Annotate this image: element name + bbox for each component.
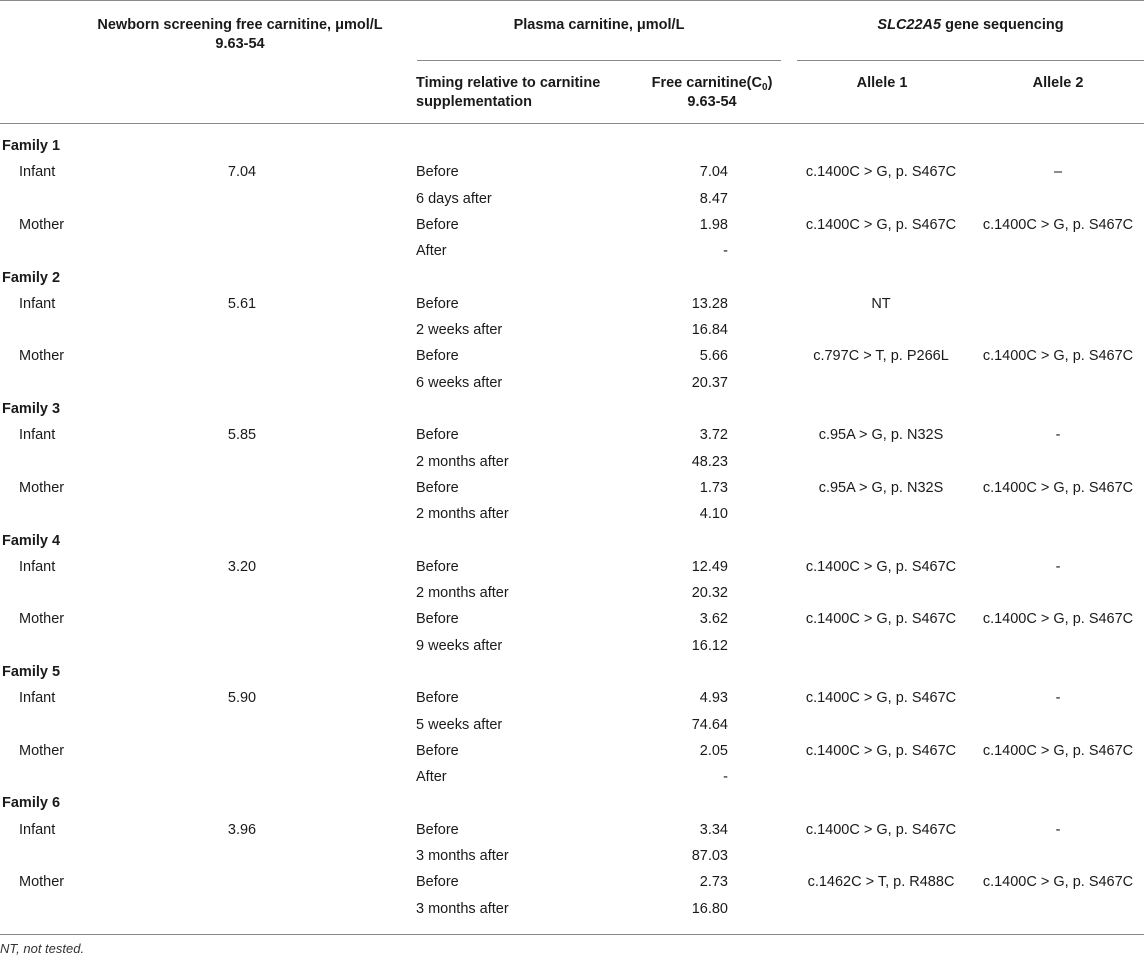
table-bottom-rule [0,934,1144,935]
free-carnitine-cell: 3.62 [699,611,728,627]
free-carnitine-cell: 12.49 [691,559,728,575]
timing-cell: 2 months after [416,585,509,601]
timing-cell: 3 months after [416,901,509,917]
family-label: Family 6 [2,795,61,811]
allele2-cell: c.1400C > G, p. S467C [982,348,1134,364]
timing-cell: Before [416,743,459,759]
free-carnitine-cell: - [723,243,728,259]
timing-cell: Before [416,348,459,364]
free-carnitine-cell: 48.23 [691,454,728,470]
subject-cell: Mother [19,874,65,890]
allele2-cell: c.1400C > G, p. S467C [982,743,1134,759]
allele2-cell: – [1053,164,1063,180]
allele2-cell: - [1055,822,1061,838]
timing-cell: Before [416,611,459,627]
subject-cell: Mother [19,348,65,364]
allele1-cell: c.797C > T, p. P266L [813,348,949,364]
newborn-value-cell: 3.20 [227,559,257,575]
family-label: Family 2 [2,270,61,286]
free-carnitine-cell: 4.10 [699,506,728,522]
plasma-subrule [417,60,781,61]
family-label: Family 5 [2,664,61,680]
allele1-cell: c.95A > G, p. N32S [818,480,944,496]
top-rule [0,0,1144,1]
subject-cell: Infant [19,690,56,706]
header-bottom-rule [0,123,1144,124]
free-carnitine-cell: 20.32 [691,585,728,601]
subject-cell: Infant [19,822,56,838]
timing-cell: 6 days after [416,191,492,207]
plasma-header: Plasma carnitine, μmol/L [513,17,685,33]
timing-header: Timing relative to carnitine supplementation [416,75,601,110]
allele1-cell: c.1400C > G, p. S467C [805,611,957,627]
allele1-cell: NT [871,296,891,312]
free-carnitine-cell: 16.84 [691,322,728,338]
newborn-value-cell: 3.96 [227,822,257,838]
allele1-cell: c.1400C > G, p. S467C [805,164,957,180]
newborn-header [80,16,400,54]
allele2-cell: c.1400C > G, p. S467C [982,217,1134,233]
allele2-cell: - [1055,559,1061,575]
timing-cell: After [416,769,447,785]
allele2-header: Allele 2 [1032,75,1084,91]
footnote: NT, not tested. [0,941,85,956]
allele2-cell: c.1400C > G, p. S467C [982,611,1134,627]
family-label: Family 3 [2,401,61,417]
allele2-cell: c.1400C > G, p. S467C [982,874,1134,890]
subject-cell: Infant [19,427,56,443]
newborn-value-cell: 5.61 [227,296,257,312]
allele2-cell: c.1400C > G, p. S467C [982,480,1134,496]
free-carnitine-cell: 16.12 [691,638,728,654]
allele1-cell: c.95A > G, p. N32S [818,427,944,443]
timing-cell: 3 months after [416,848,509,864]
allele1-cell: c.1400C > G, p. S467C [805,743,957,759]
free-carnitine-cell: 3.34 [699,822,728,838]
newborn-header-line1: Newborn screening free carnitine, μmol/L [97,17,383,33]
free-carnitine-cell: - [723,769,728,785]
allele1-cell: c.1400C > G, p. S467C [805,559,957,575]
free-carnitine-cell: 20.37 [691,375,728,391]
gene-header: SLC22A5 gene sequencing [877,17,1064,33]
allele1-header: Allele 1 [856,75,908,91]
free-carnitine-cell: 74.64 [691,717,728,733]
allele1-cell: c.1400C > G, p. S467C [805,822,957,838]
free-carnitine-cell: 13.28 [691,296,728,312]
family-label: Family 1 [2,138,61,154]
allele1-cell: c.1400C > G, p. S467C [805,690,957,706]
gene-name: SLC22A5 [877,17,942,33]
timing-cell: Before [416,559,459,575]
gene-subrule [797,60,1144,61]
newborn-value-cell: 5.90 [227,690,257,706]
timing-cell: 6 weeks after [416,375,503,391]
free-carnitine-cell: 2.05 [699,743,728,759]
subject-cell: Infant [19,164,56,180]
allele1-cell: c.1400C > G, p. S467C [805,217,957,233]
subject-cell: Mother [19,480,65,496]
subject-cell: Infant [19,559,56,575]
timing-cell: 2 weeks after [416,322,503,338]
subject-cell: Mother [19,217,65,233]
timing-cell: Before [416,217,459,233]
timing-cell: Before [416,296,459,312]
free-carnitine-cell: 5.66 [699,348,728,364]
free-carnitine-cell: 2.73 [699,874,728,890]
timing-cell: Before [416,822,459,838]
free-carnitine-cell: 87.03 [691,848,728,864]
subject-cell: Mother [19,611,65,627]
timing-cell: Before [416,690,459,706]
timing-cell: Before [416,874,459,890]
timing-cell: Before [416,480,459,496]
free-carnitine-cell: 16.80 [691,901,728,917]
allele2-cell: - [1055,427,1061,443]
timing-cell: 2 months after [416,506,509,522]
free-carnitine-cell: 1.73 [699,480,728,496]
timing-cell: 5 weeks after [416,717,503,733]
subject-cell: Mother [19,743,65,759]
allele1-cell: c.1462C > T, p. R488C [807,874,955,890]
newborn-value-cell: 7.04 [227,164,257,180]
free-carnitine-cell: 3.72 [699,427,728,443]
subject-cell: Infant [19,296,56,312]
free-carnitine-cell: 7.04 [699,164,728,180]
free-carnitine-cell: 1.98 [699,217,728,233]
newborn-value-cell: 5.85 [227,427,257,443]
timing-cell: 9 weeks after [416,638,503,654]
newborn-header-line2: 9.63-54 [215,36,265,52]
free-carnitine-cell: 4.93 [699,690,728,706]
timing-cell: Before [416,164,459,180]
family-label: Family 4 [2,533,61,549]
free-carnitine-header: Free $carnitine(C_0)$ 9.63-54 [651,75,773,110]
timing-cell: Before [416,427,459,443]
timing-cell: After [416,243,447,259]
timing-cell: 2 months after [416,454,509,470]
free-carnitine-cell: 8.47 [699,191,728,207]
allele2-cell: - [1055,690,1061,706]
